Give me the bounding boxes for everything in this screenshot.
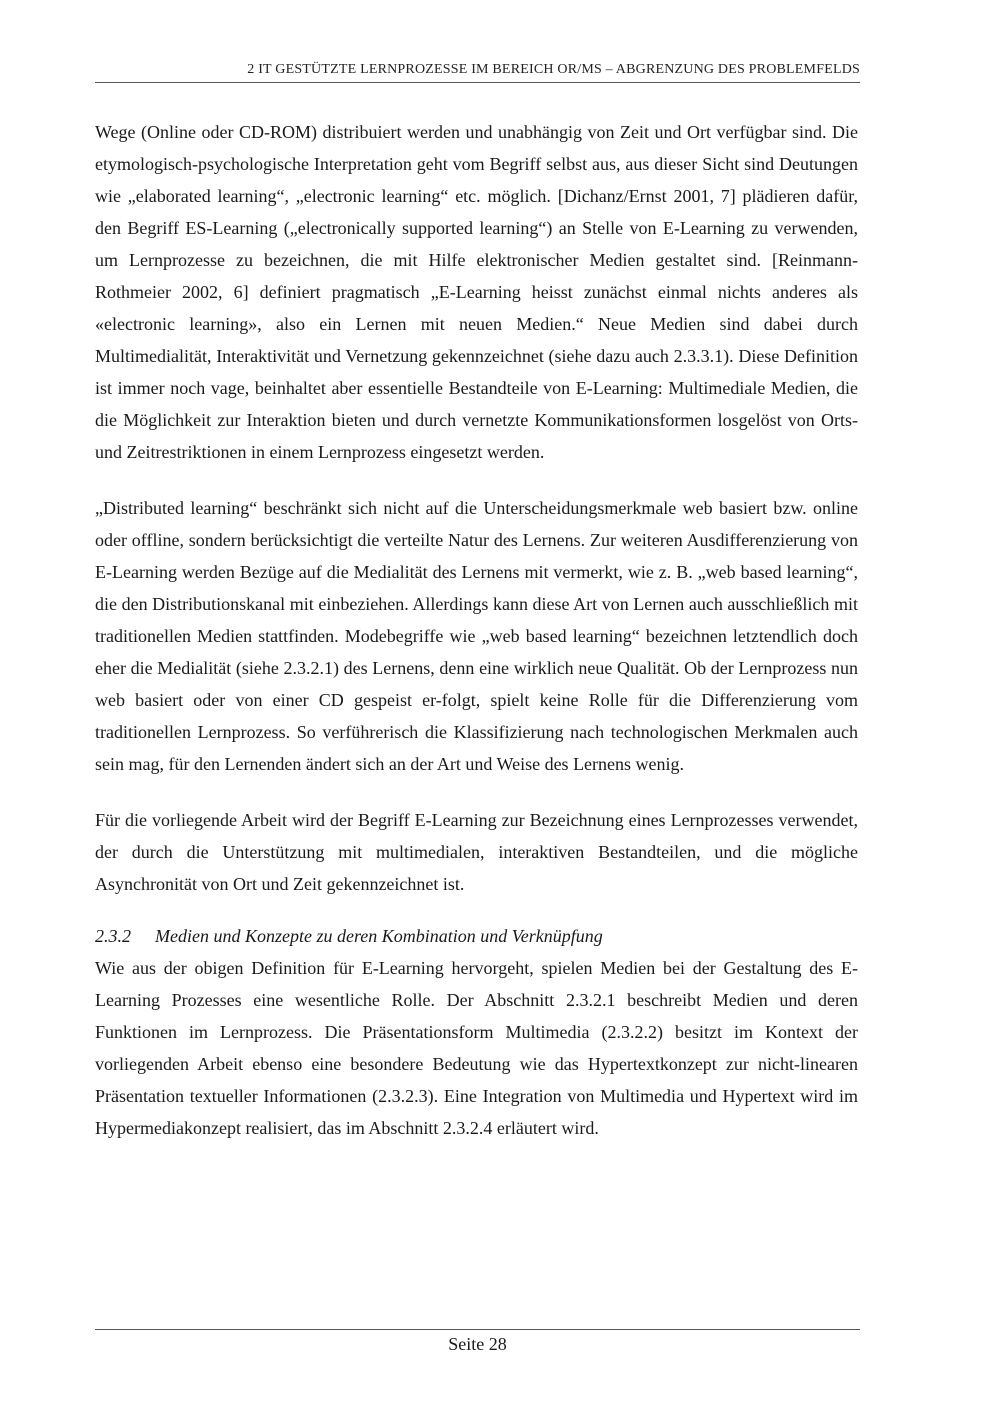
- page-body: [95, 116, 858, 1144]
- section-title: Medien und Konzepte zu deren Kombination und Verknüpfung: [155, 926, 603, 946]
- footer-divider: [95, 1329, 860, 1330]
- paragraph-working-definition: Für die vorliegende Arbeit wird der Begriff E-Learning zur Bezeichnung eines Lernprozesses verwendet, der durch die Unterstützung mit multimedialen, interaktiven Bestandteilen, und die mögliche Asynchronität von Ort und Zeit gekennzeichnet ist.: [95, 810, 858, 894]
- running-header: 2 IT GESTÜTZTE LERNPROZESSE IM BEREICH OR/MS – ABGRENZUNG DES PROBLEMFELDS: [247, 62, 860, 77]
- page-number: Seite 28: [448, 1334, 507, 1354]
- paragraph-elearning-definitions: Wege (Online oder CD-ROM) distribuiert werden und unabhängig von Zeit und Ort verfügbar sind. Die etymologisch-psychologische Interpretation geht vom Begriff selbst aus, aus dieser Sicht sind Deutungen wie „elaborated learning“, „electronic learning“ etc. möglich. [Dichanz/Ernst 2001, 7] plädieren dafür, den Begriff ES-Learning („electronically supported learning“) an Stelle von E-Learning zu verwenden, um Lernprozesse zu bezeichnen, die mit Hilfe elektronischer Medien gestaltet sind. [Reinmann-Rothmeier 2002, 6] definiert pragmatisch „E-Learning heisst zunächst einmal nichts anderes als «electronic learning», also ein Lernen mit neuen Medien.“ Neue Medien sind dabei durch Multimedialität, Interaktivität und Vernetzung gekennzeichnet (siehe dazu auch 2.3.3.1). Diese Definition ist immer noch vage, beinhaltet aber essentielle Bestandteile von E-Learning: Multimediale Medien, die die Möglichkeit zur Interaktion bieten und durch vernetzte Kommunikationsformen losgelöst von Orts- und Zeitrestriktionen in einem Lernprozess eingesetzt werden.: [95, 122, 858, 462]
- section-heading: [95, 920, 858, 952]
- paragraph-distributed-learning: „Distributed learning“ beschränkt sich nicht auf die Unterscheidungsmerkmale web basiert bzw. online oder offline, sondern berücksichtigt die verteilte Natur des Lernens. Zur weiteren Ausdifferenzierung von E-Learning werden Bezüge auf die Medialität des Lernens mit vermerkt, wie z. B. „web based learning“, die den Distributionskanal mit einbeziehen. Allerdings kann diese Art von Lernen auch ausschließlich mit traditionellen Medien stattfinden. Modebegriffe wie „web based learning“ bezeichnen letztendlich doch eher die Medialität (siehe 2.3.2.1) des Lernens, denn eine wirklich neue Qualität. Ob der Lernprozess nun web basiert oder von einer CD gespeist er-folgt, spielt keine Rolle für die Differenzierung vom traditionellen Lernprozess. So verführerisch die Klassifizierung nach technologischen Merkmalen auch sein mag, für den Lernenden ändert sich an der Art und Weise des Lernens wenig.: [95, 498, 858, 774]
- section-number: 2.3.2: [95, 926, 131, 946]
- paragraph-media-overview: Wie aus der obigen Definition für E-Learning hervorgeht, spielen Medien bei der Gestaltung des E-Learning Prozesses eine wesentliche Rolle. Der Abschnitt 2.3.2.1 beschreibt Medien und deren Funktionen im Lernprozess. Die Präsentationsform Multimedia (2.3.2.2) besitzt im Kontext der vorliegenden Arbeit ebenso eine besondere Bedeutung wie das Hypertextkonzept zur nicht-linearen Präsentation textueller Informationen (2.3.2.3). Eine Integration von Multimedia und Hypertext wird im Hypermediakonzept realisiert, das im Abschnitt 2.3.2.4 erläutert wird.: [95, 958, 858, 1138]
- header-divider: [95, 82, 860, 83]
